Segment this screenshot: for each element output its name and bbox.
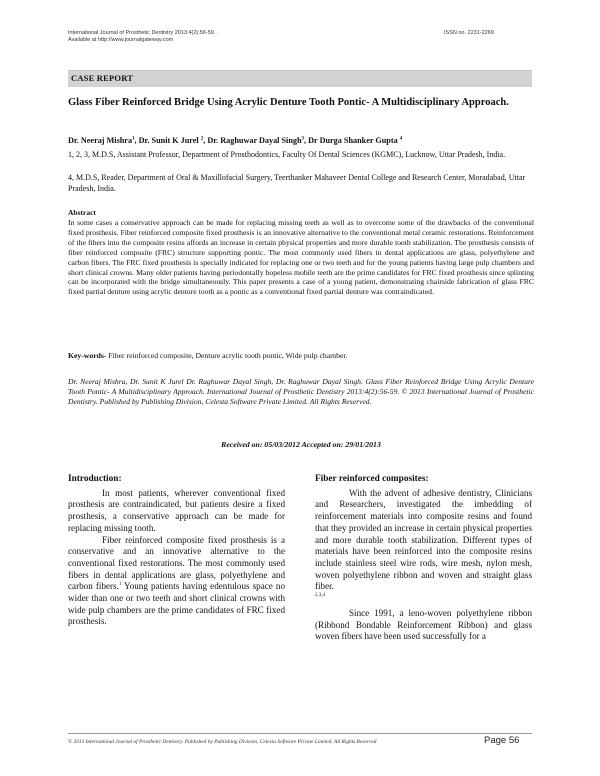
case-report-banner xyxy=(68,70,532,87)
copyright-footer: © 2013 International Journal of Prosthetic Dentistry. Published by Publishing Division, Celesta Software Private Limited. All Rights Reserved xyxy=(68,739,377,745)
journal-citation-header: International Journal of Prosthetic Dentistry 2013:4(2):56-59.. xyxy=(68,30,217,36)
reference-marker: 2,3,4 xyxy=(315,593,325,599)
intro-paragraph: Fiber reinforced composite fixed prosthesis is a conservative and an innovative alternative to the conventional fixed restorations. The most commonly used fibers in dental applications are glass, polyethylene and carbon fibers.$^1$ Young patients having edentulous space no wider than one or two teeth and short clinical crowns with wide pulp chambers are the prime candidates of FRC fixed prosthesis. xyxy=(68,534,286,627)
keywords-label: Key-words- xyxy=(68,351,107,360)
intro-heading: Introduction: xyxy=(68,474,122,484)
abstract-heading: Abstract xyxy=(68,208,96,217)
left-column xyxy=(68,474,285,628)
author-name: Dr Durga Shanker Gupta xyxy=(308,136,398,145)
keywords-text: Fiber reinforced composite, Denture acrylic tooth pontic, Wide pulp chamber. xyxy=(106,351,348,360)
article-title: Glass Fiber Reinforced Bridge Using Acrylic Denture Tooth Pontic- A Multidisciplinary Approach. xyxy=(68,97,509,108)
author-list: Dr. Neeraj Mishra$^1$, Dr. Sunit K Jurel $^2$, Dr. Raghuwar Dayal Singh$^3$, Dr Durga Shanker Gupta $^4$ xyxy=(68,136,403,145)
page-number: Page 56 xyxy=(484,735,520,746)
availability-header: Available at http://www.journalgateway.com xyxy=(68,37,174,43)
frc-paragraph: Since 1991, a leno-woven polyethylene ribbon (Ribbond Bondable Reinforcement Ribbon) and glass woven fibers have been used successfully for a xyxy=(315,608,532,642)
author-name: Dr. Sunit K Jurel xyxy=(138,136,199,145)
footer-divider xyxy=(68,733,532,734)
abstract-text: In some cases a conservative approach can be made for replacing missing teeth as well as to overcome some of the drawbacks of the conventional fixed prosthesis. Fiber reinforced composite fixed prosthesis is an innovative alternative to the conventional metal ceramic restorations. Reinforcement of the fibers into the composite resins affords an increase in certain physical properties and more durable tooth stabilization. The prosthesis consists of fiber reinforced composite (FRC) structure supporting pontic. The most commonly used fibers in dental applications are glass, polyethylene and carbon fibers. The FRC fixed prosthesis is specially indicated for replacing one or two teeth and for the young patients having large pulp chambers and short clinical crowns. Many older patients having periodontally hopeless mobile teeth are the prime candidates for FRC fixed prosthesis since splinting can be incorporated with the bridge simultaneously. This paper presents a case of a young patient, demonstrating chairside fabrication of glass FRC fixed partial denture using acrylic denture tooth as a pontic as a conventional fixed partial denture was contraindicated. xyxy=(68,218,534,297)
author-marker: 2 xyxy=(200,136,204,142)
author-marker: 4 xyxy=(399,136,403,142)
right-column xyxy=(315,474,532,643)
issn-header: ISSN no. 2231-2269 xyxy=(444,30,494,36)
frc-heading: Fiber reinforced composites: xyxy=(315,474,429,484)
author-name: Dr. Neeraj Mishra xyxy=(68,136,133,145)
intro-paragraph: In most patients, wherever conventional fixed prosthesis are contraindicated, but patients desire a fixed prosthesis, a conservative approach can be made for replacing missing tooth. xyxy=(68,487,285,533)
keywords xyxy=(68,351,534,360)
author-marker: 1 xyxy=(132,136,135,142)
affiliation: 4, M.D.S, Reader, Department of Oral & Maxillofacial Surgery, Teerthanker Mahaveer Dental College and Research Center, Moradabad, Uttar Pradesh, India. xyxy=(68,173,526,193)
citation-block: Dr. Neeraj Mishra, Dr. Sunit K Jurel Dr. Raghuwar Dayal Singh, Dr. Raghuwar Dayal Singh. Glass Fiber Reinforced Bridge Using Acrylic Denture Tooth Pontic- A Multidisciplinary Approach. International Journal of Prosthetic Dentistry 2013:4(2):56-59. © 2013 International Journal of Prosthetic Dentistry. Published by Publishing Division, Celesta Software Private Limited. All Rights Reserved. xyxy=(68,377,534,407)
affiliation: 1, 2, 3, M.D.S, Assistant Professor, Department of Prosthodontics, Faculty Of Dental Sciences (KGMC), Lucknow, Uttar Pradesh, India. xyxy=(68,150,506,159)
author-name: Dr. Raghuwar Dayal Singh xyxy=(207,136,302,145)
received-dates: Received on: 05/03/2012 Accepted on: 29/01/2013 xyxy=(221,440,381,449)
frc-paragraph: With the advent of adhesive dentistry, Clinicians and Researchers, investigated the imbedding of reinforcement materials into composite resins and found that they provided an increase in certain physical properties and more durable tooth stabilization. Different types of materials have been reinforced into the composite resins include stainless steel wire rods, wire mesh, nylon mesh, woven polyethylene ribbon and woven and straight glass fiber. 2,3,4 xyxy=(315,487,532,599)
section-label: CASE REPORT xyxy=(71,73,134,83)
author-marker: 3 xyxy=(301,136,305,142)
reference-marker: 1 xyxy=(118,582,122,588)
